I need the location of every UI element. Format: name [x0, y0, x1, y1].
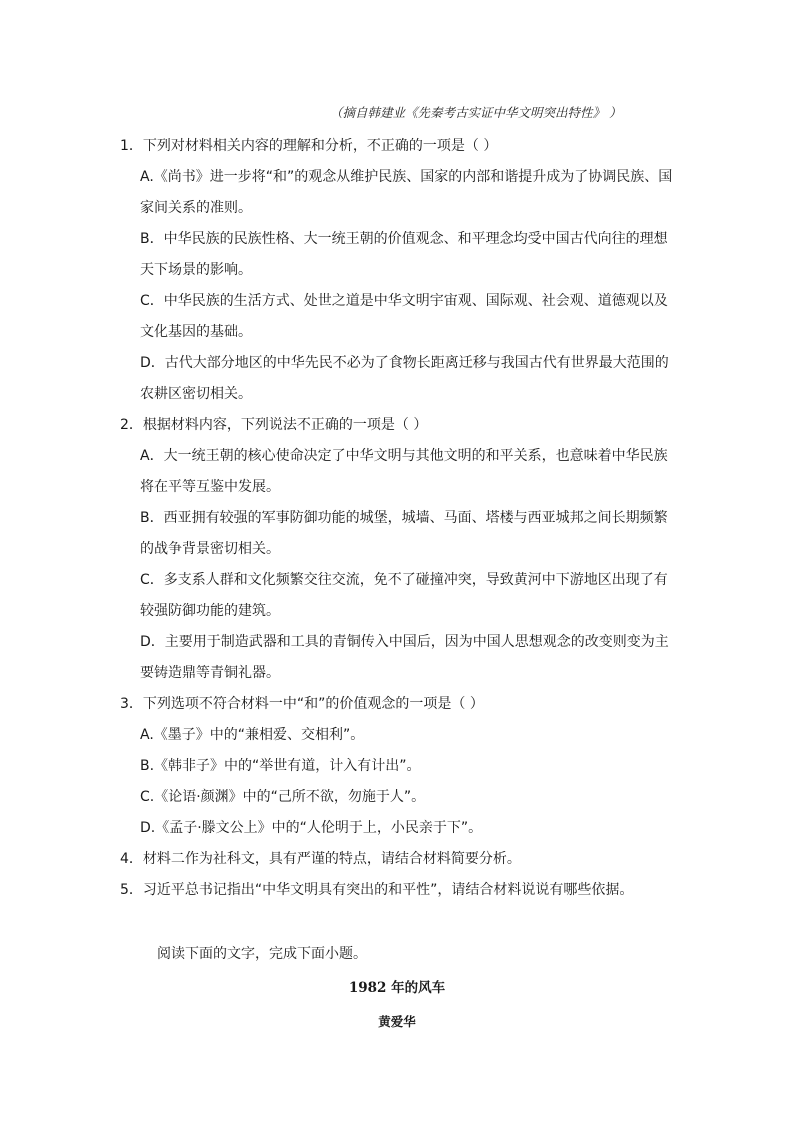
answer-option	[120, 224, 690, 286]
answer-option	[120, 441, 690, 503]
answer-option	[120, 813, 690, 844]
answer-option-line: B.《韩非子》中的“举世有道，计入有计出”。	[140, 758, 421, 774]
question-stem: 3．下列选项不符合材料一中“和”的价值观念的一项是（ ）	[120, 696, 484, 712]
answer-option	[120, 782, 690, 813]
answer-option-line: 天下场景的影响。	[140, 262, 252, 278]
answer-option-line: 的战争背景密切相关。	[140, 541, 280, 557]
answer-option-line: 农耕区密切相关。	[140, 386, 252, 402]
answer-option	[120, 751, 690, 782]
answer-option-line: 家间关系的准则。	[140, 200, 252, 216]
answer-option-line: A.《尚书》进一步将“和”的观念从维护民族、国家的内部和谐提升成为了协调民族、国	[140, 169, 673, 185]
answer-option-line: C．中华民族的生活方式、处世之道是中华文明宇宙观、国际观、社会观、道德观以及	[140, 293, 668, 309]
answer-option	[120, 565, 690, 627]
answer-option-line: 将在平等互鉴中发展。	[140, 479, 280, 495]
question-list	[120, 131, 690, 906]
article-author: 黄爱华	[378, 1014, 416, 1029]
answer-option-line: B．中华民族的民族性格、大一统王朝的价值观念、和平理念均受中国古代向往的理想	[140, 231, 668, 247]
answer-option-line: 文化基因的基础。	[140, 324, 252, 340]
answer-option-line: D.《孟子·滕文公上》中的“人伦明于上，小民亲于下”。	[140, 820, 483, 836]
answer-option-line: C．多支系人群和文化频繁交往交流，免不了碰撞冲突，导致黄河中下游地区出现了有	[140, 572, 668, 588]
answer-option-line: B．西亚拥有较强的军事防御功能的城堡，城墙、马面、塔楼与西亚城邦之间长期频繁	[140, 510, 668, 526]
answer-option	[120, 720, 690, 751]
question-stem: 1．下列对材料相关内容的理解和分析，不正确的一项是（ ）	[120, 138, 498, 154]
answer-option	[120, 348, 690, 410]
question-stem: 5．习近平总书记指出“中华文明具有突出的和平性”，请结合材料说说有哪些依据。	[120, 882, 634, 898]
answer-option	[120, 503, 690, 565]
answer-option-line: 要铸造鼎等青铜礼器。	[140, 665, 280, 681]
answer-option-line: A．大一统王朝的核心使命决定了中华文明与其他文明的和平关系，也意味着中华民族	[140, 448, 668, 464]
answer-option-line: D．古代大部分地区的中华先民不必为了食物长距离迁移与我国古代有世界最大范围的	[140, 355, 669, 371]
answer-option	[120, 286, 690, 348]
answer-option-line: D．主要用于制造武器和工具的青铜传入中国后，因为中国人思想观念的改变则变为主	[140, 634, 669, 650]
answer-option-line: 较强防御功能的建筑。	[140, 603, 280, 619]
source-citation: （摘自韩建业《先秦考古实证中华文明突出特性》 ）	[330, 105, 622, 120]
question-stem: 4．材料二作为社科文，具有严谨的特点，请结合材料简要分析。	[120, 851, 521, 867]
answer-option	[120, 627, 690, 689]
answer-option-line: A.《墨子》中的“兼相爱、交相利”。	[140, 727, 365, 743]
answer-option	[120, 162, 690, 224]
question-stem: 2．根据材料内容，下列说法不正确的一项是（ ）	[120, 417, 428, 433]
reading-instruction: 阅读下面的文字，完成下面小题。	[157, 946, 367, 962]
article-title: 1982 年的风车	[348, 980, 446, 996]
answer-option-line: C.《论语·颜渊》中的“己所不欲，勿施于人”。	[140, 789, 426, 805]
